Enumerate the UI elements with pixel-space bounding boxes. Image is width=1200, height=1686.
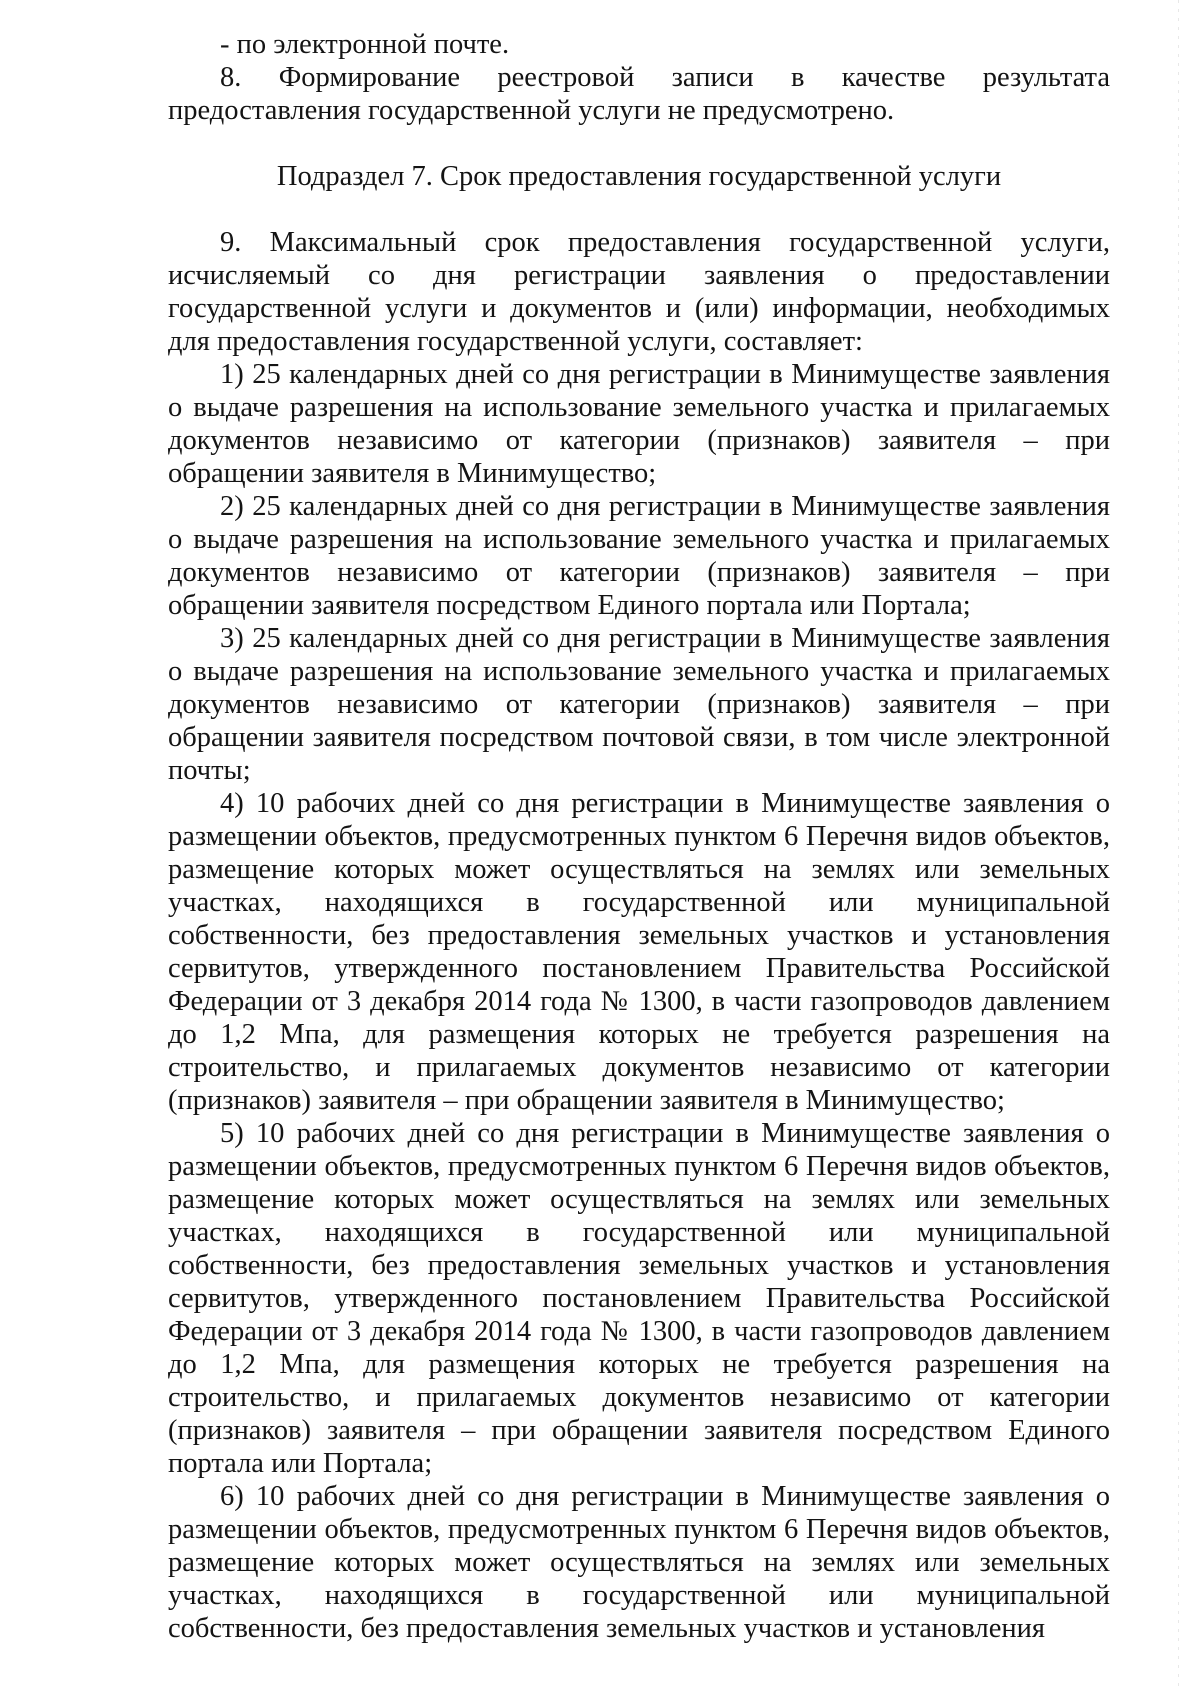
list-item-2: 2) 25 календарных дней со дня регистрации в Минимуществе заявления о выдаче разрешения на использование земельного участка и прилагаемых документов независимо от категории (признаков) заявителя – при обращении заявителя посредством Единого портала или Портала; [168, 491, 1110, 621]
paragraph-8-registry-record: 8. Формирование реестровой записи в качестве результата предоставления государственной услуги не предусмотрено. [168, 62, 1110, 126]
scan-edge-marks [1178, 0, 1179, 1686]
subsection-7-heading: Подраздел 7. Срок предоставления государственной услуги [276, 161, 1002, 192]
paragraph-9-max-term: 9. Максимальный срок предоставления государственной услуги, исчисляемый со дня регистрации заявления о предоставлении государственной услуги и документов и (или) информации, необходимых для предоставления государственной услуги, составляет: [168, 227, 1110, 357]
list-item-1: 1) 25 календарных дней со дня регистрации в Минимуществе заявления о выдаче разрешения на использование земельного участка и прилагаемых документов независимо от категории (признаков) заявителя – при обращении заявителя в Минимущество; [168, 359, 1110, 489]
list-item-6: 6) 10 рабочих дней со дня регистрации в Минимуществе заявления о размещении объектов, предусмотренных пунктом 6 Перечня видов объектов, размещение которых может осуществляться на землях или земельных участках, находящихся в государственной или муниципальной собственности, без предоставления земельных участков и установления [168, 1481, 1110, 1644]
list-item-5: 5) 10 рабочих дней со дня регистрации в Минимуществе заявления о размещении объектов, предусмотренных пунктом 6 Перечня видов объектов, размещение которых может осуществляться на землях или земельных участках, находящихся в государственной или муниципальной собственности, без предоставления земельных участков и установления сервитутов, утвержденного постановлением Правительства Российской Федерации от 3 декабря 2014 года № 1300, в части газопроводов давлением до 1,2 Мпа, для размещения которых не требуется разрешения на строительство, и прилагаемых документов независимо от категории (признаков) заявителя – при обращении заявителя посредством Единого портала или Портала; [168, 1118, 1110, 1479]
list-item-3: 3) 25 календарных дней со дня регистрации в Минимуществе заявления о выдаче разрешения на использование земельного участка и прилагаемых документов независимо от категории (признаков) заявителя – при обращении заявителя посредством почтовой связи, в том числе электронной почты; [168, 623, 1110, 786]
paragraph-email-delivery: - по электронной почте. [220, 29, 510, 60]
list-item-4: 4) 10 рабочих дней со дня регистрации в Минимуществе заявления о размещении объектов, предусмотренных пунктом 6 Перечня видов объектов, размещение которых может осуществляться на землях или земельных участках, находящихся в государственной или муниципальной собственности, без предоставления земельных участков и установления сервитутов, утвержденного постановлением Правительства Российской Федерации от 3 декабря 2014 года № 1300, в части газопроводов давлением до 1,2 Мпа, для размещения которых не требуется разрешения на строительство, и прилагаемых документов независимо от категории (признаков) заявителя – при обращении заявителя в Минимущество; [168, 788, 1110, 1116]
document-body [168, 28, 1110, 1645]
